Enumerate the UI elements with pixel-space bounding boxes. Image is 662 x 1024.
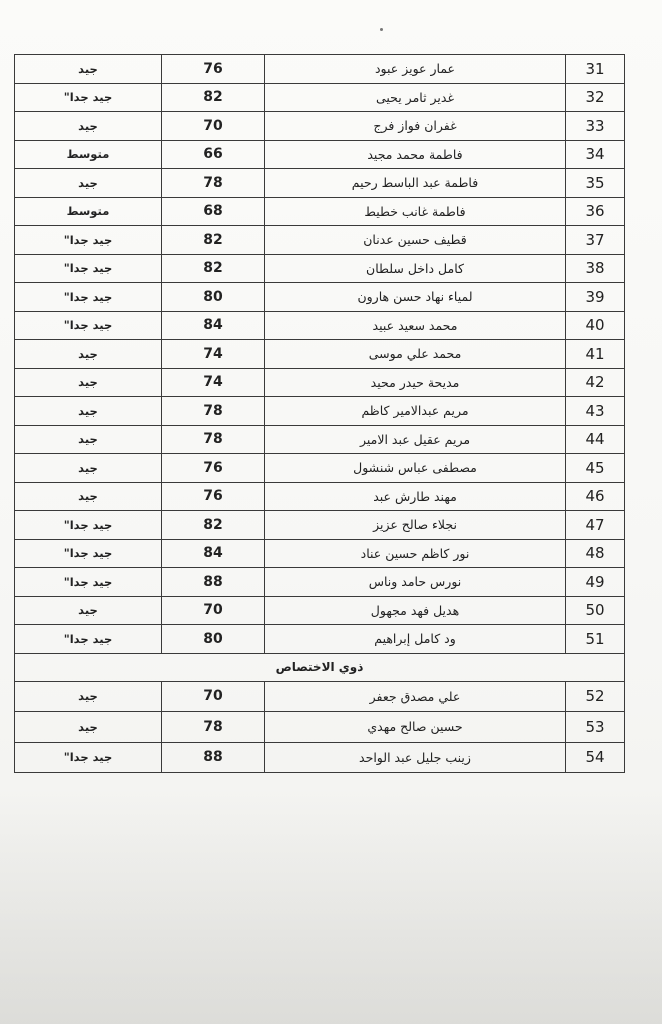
table-row	[15, 596, 625, 625]
student-name: حسين صالح مهدي	[265, 712, 566, 743]
student-name: فاطمة غانب خطيط	[265, 197, 566, 226]
row-number: 49	[566, 568, 625, 597]
student-name: لمياء نهاد حسن هارون	[265, 283, 566, 312]
row-number: 47	[566, 511, 625, 540]
table-row	[15, 311, 625, 340]
student-grade: جيد	[15, 55, 162, 84]
student-score: 78	[162, 169, 265, 198]
student-score: 76	[162, 482, 265, 511]
scan-speck	[380, 28, 383, 31]
student-score: 76	[162, 55, 265, 84]
table-row	[15, 712, 625, 743]
student-grade: جيد	[15, 169, 162, 198]
row-number: 39	[566, 283, 625, 312]
table-row	[15, 340, 625, 369]
student-name: غفران فواز فرج	[265, 112, 566, 141]
row-number: 34	[566, 140, 625, 169]
student-grade: جيد	[15, 397, 162, 426]
student-score: 84	[162, 539, 265, 568]
table-row	[15, 197, 625, 226]
row-number: 48	[566, 539, 625, 568]
section-header-row	[15, 653, 625, 681]
row-number: 44	[566, 425, 625, 454]
table-row	[15, 511, 625, 540]
row-number: 41	[566, 340, 625, 369]
table-row	[15, 482, 625, 511]
student-grade: جيد	[15, 425, 162, 454]
row-number: 51	[566, 625, 625, 654]
student-grade: جيد جدا"	[15, 539, 162, 568]
row-number: 31	[566, 55, 625, 84]
student-name: نورس حامد وناس	[265, 568, 566, 597]
student-name: ود كامل إبراهيم	[265, 625, 566, 654]
student-grade: جيد	[15, 340, 162, 369]
student-score: 74	[162, 340, 265, 369]
row-number: 53	[566, 712, 625, 743]
student-score: 76	[162, 454, 265, 483]
student-grade: جيد جدا"	[15, 568, 162, 597]
student-score: 84	[162, 311, 265, 340]
student-score: 78	[162, 712, 265, 743]
student-name: فاطمة عبد الباسط رحيم	[265, 169, 566, 198]
table-row	[15, 397, 625, 426]
student-score: 88	[162, 742, 265, 773]
student-name: محمد علي موسى	[265, 340, 566, 369]
student-name: قطيف حسين عدنان	[265, 226, 566, 255]
row-number: 52	[566, 681, 625, 712]
students-table-body	[15, 55, 625, 654]
student-score: 70	[162, 681, 265, 712]
table-row	[15, 112, 625, 141]
table-row	[15, 742, 625, 773]
student-score: 70	[162, 112, 265, 141]
student-grade: متوسط	[15, 197, 162, 226]
student-name: عمار عويز عبود	[265, 55, 566, 84]
student-grade: جيد جدا"	[15, 226, 162, 255]
student-score: 82	[162, 226, 265, 255]
student-score: 66	[162, 140, 265, 169]
table-row	[15, 226, 625, 255]
student-name: هديل فهد مجهول	[265, 596, 566, 625]
student-grade: جيد جدا"	[15, 254, 162, 283]
specialists-table-body	[15, 681, 625, 773]
table-row	[15, 454, 625, 483]
row-number: 45	[566, 454, 625, 483]
student-name: مريم عقيل عبد الامير	[265, 425, 566, 454]
table-row	[15, 140, 625, 169]
student-score: 78	[162, 397, 265, 426]
grades-table-wrapper	[14, 54, 620, 773]
student-name: علي مصدق جعفر	[265, 681, 566, 712]
student-grade: جيد جدا"	[15, 311, 162, 340]
student-name: كامل داخل سلطان	[265, 254, 566, 283]
student-score: 74	[162, 368, 265, 397]
row-number: 42	[566, 368, 625, 397]
student-grade: جيد جدا"	[15, 83, 162, 112]
student-name: فاطمة محمد مجيد	[265, 140, 566, 169]
table-row	[15, 283, 625, 312]
table-row	[15, 83, 625, 112]
row-number: 37	[566, 226, 625, 255]
student-grade: جيد	[15, 454, 162, 483]
student-name: زينب جليل عبد الواحد	[265, 742, 566, 773]
student-score: 68	[162, 197, 265, 226]
student-name: نور كاظم حسين عناد	[265, 539, 566, 568]
student-grade: جيد جدا"	[15, 511, 162, 540]
student-grade: جيد	[15, 712, 162, 743]
student-grade: متوسط	[15, 140, 162, 169]
student-score: 82	[162, 83, 265, 112]
student-grade: جيد	[15, 368, 162, 397]
table-row	[15, 368, 625, 397]
student-grade: جيد جدا"	[15, 283, 162, 312]
student-score: 80	[162, 625, 265, 654]
row-number: 38	[566, 254, 625, 283]
student-grade: جيد	[15, 482, 162, 511]
table-row	[15, 254, 625, 283]
row-number: 46	[566, 482, 625, 511]
section-header-body	[15, 653, 625, 681]
student-name: مريم عبدالامير كاظم	[265, 397, 566, 426]
student-score: 80	[162, 283, 265, 312]
student-score: 82	[162, 511, 265, 540]
student-grade: جيد	[15, 596, 162, 625]
student-score: 78	[162, 425, 265, 454]
student-name: مديحة حيدر محيد	[265, 368, 566, 397]
page-shadow	[0, 790, 662, 1024]
row-number: 43	[566, 397, 625, 426]
student-score: 82	[162, 254, 265, 283]
row-number: 54	[566, 742, 625, 773]
table-row	[15, 625, 625, 654]
student-name: نجلاء صالح عزيز	[265, 511, 566, 540]
row-number: 33	[566, 112, 625, 141]
grades-table	[14, 54, 625, 773]
student-grade: جيد جدا"	[15, 625, 162, 654]
table-row	[15, 169, 625, 198]
row-number: 35	[566, 169, 625, 198]
student-score: 70	[162, 596, 265, 625]
student-name: محمد سعيد عبيد	[265, 311, 566, 340]
table-row	[15, 568, 625, 597]
row-number: 32	[566, 83, 625, 112]
section-title: ذوي الاختصاص	[15, 653, 625, 681]
student-grade: جيد	[15, 112, 162, 141]
student-name: مصطفى عباس شنشول	[265, 454, 566, 483]
row-number: 50	[566, 596, 625, 625]
student-name: غدير ثامر يحيى	[265, 83, 566, 112]
student-name: مهند طارش عبد	[265, 482, 566, 511]
table-row	[15, 681, 625, 712]
table-row	[15, 425, 625, 454]
student-score: 88	[162, 568, 265, 597]
table-row	[15, 55, 625, 84]
student-grade: جيد	[15, 681, 162, 712]
row-number: 40	[566, 311, 625, 340]
table-row	[15, 539, 625, 568]
row-number: 36	[566, 197, 625, 226]
student-grade: جيد جدا"	[15, 742, 162, 773]
